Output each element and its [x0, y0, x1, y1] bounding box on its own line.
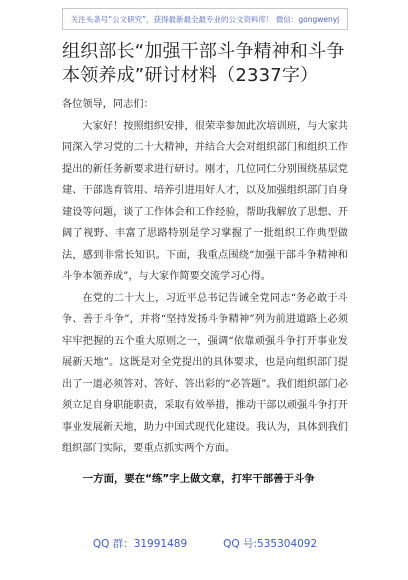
footer-contact — [62, 536, 348, 551]
footer-qq-group: QQ 群：31991489 — [92, 538, 188, 550]
header-banner-text: 关注头条号“公文研究”，获得最新最全最专业的公文资料库！ 微信：gongwenyj — [70, 14, 340, 24]
footer-qq-number: QQ 号:535304092 — [223, 538, 318, 550]
header-banner — [62, 8, 348, 30]
document-title: 组织部长“加强干部斗争精神和斗争本领养成”研讨材料（2337字） — [62, 41, 345, 86]
document-body — [62, 40, 348, 490]
greeting: 各位领导，同志们： — [62, 99, 154, 110]
paragraph-intro: 大家好！按照组织安排，很荣幸参加此次培训班，与大家共同深入学习党的二十大精神，并结合大会对组织部门和组织工作提出的新任务新要求进行研讨。刚才，几位同仁分别围绕基层党建、干部选育管用、培养引进用好人才，以及加强组织部门自身建设等问题，谈了工作体会和工作经验，帮助我解放了思想、开阔了视野、丰富了思路特别是学习掌握了一批组织工作典型做法，感到非常长知识。下面，我重点围绕“加强干部斗争精神和斗争本领养成”，与大家作简要交流学习心得。 — [62, 120, 348, 282]
paragraph-context: 在党的二十大上，习近平总书记告诫全党同志“务必敢于斗争、善于斗争”，并将“坚持发扬斗争精神”列为前进道路上必须牢牢把握的五个重大原则之一，强调“依靠顽强斗争打开事业发展新天地”。这既是对全党提出的具体要求，也是向组织部门提出了一道必须答对、答好、答出彩的“必答题”。我们组织部门必须立足自身职能职责，采取有效举措，推动干部以顽强斗争打开事业发展新天地，助力中国式现代化建设。我认为，具体到我们组织部门实际，要重点抓实两个方面。 — [62, 292, 348, 454]
section-heading: 一方面，要在“练”字上做文章，打牢干部善于斗争 — [82, 472, 315, 485]
